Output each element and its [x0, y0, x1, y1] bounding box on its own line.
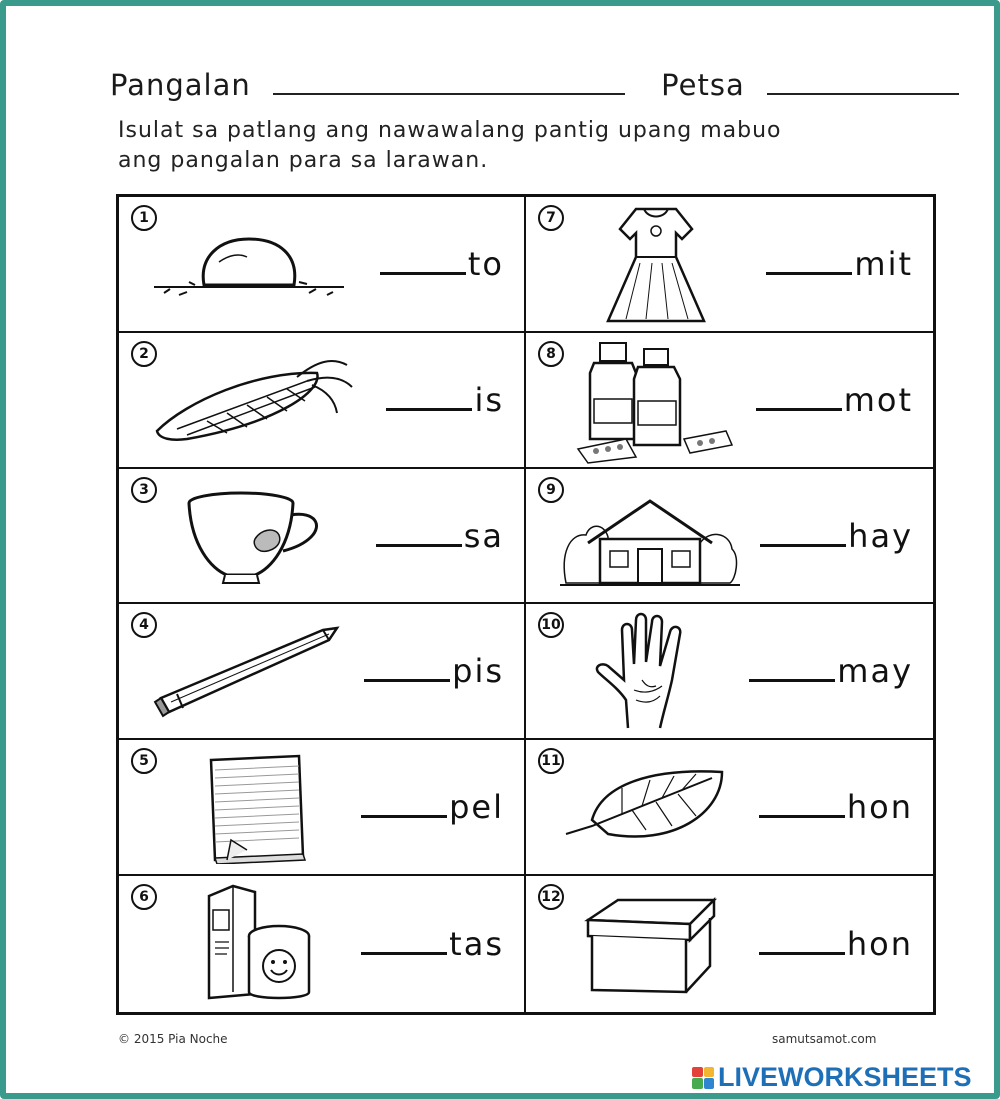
header-line — [110, 68, 959, 102]
exercise-cell — [119, 740, 526, 876]
answer-field[interactable] — [380, 245, 504, 283]
syllable-suffix: may — [837, 652, 913, 691]
item-number: 6 — [131, 884, 157, 910]
exercise-cell — [119, 876, 526, 1012]
answer-field[interactable] — [759, 788, 913, 826]
answer-field[interactable] — [364, 652, 504, 690]
date-label: Petsa — [661, 68, 745, 102]
house-icon — [560, 493, 740, 589]
syllable-suffix: hon — [846, 925, 913, 964]
item-number: 2 — [131, 341, 157, 367]
exercise-cell — [526, 604, 933, 740]
item-number: 7 — [538, 205, 564, 231]
cup-icon — [185, 491, 325, 585]
exercise-cell — [119, 469, 526, 605]
syllable-suffix: tas — [449, 925, 504, 964]
exercise-cell — [526, 740, 933, 876]
exercise-cell — [526, 876, 933, 1012]
paper-icon — [207, 754, 307, 864]
syllable-suffix: sa — [463, 516, 504, 555]
exercise-cell — [526, 469, 933, 605]
item-number: 11 — [538, 748, 564, 774]
item-number: 4 — [131, 612, 157, 638]
leaf-icon — [562, 764, 732, 860]
item-number: 3 — [131, 477, 157, 503]
syllable-suffix: to — [467, 244, 504, 283]
answer-field[interactable] — [749, 652, 913, 690]
dress-icon — [596, 203, 716, 327]
answer-field[interactable] — [759, 925, 913, 963]
syllable-suffix: pel — [449, 788, 504, 827]
liveworksheets-brand — [692, 1062, 972, 1093]
answer-field[interactable] — [361, 788, 504, 826]
box-icon — [582, 896, 722, 996]
medicine-icon — [576, 339, 736, 465]
liveworksheets-logo-icon — [692, 1067, 714, 1089]
rock-icon — [149, 227, 349, 307]
milk-can-icon — [203, 882, 313, 1006]
answer-field[interactable] — [756, 381, 913, 419]
item-number: 12 — [538, 884, 564, 910]
item-number: 1 — [131, 205, 157, 231]
corn-icon — [147, 351, 357, 451]
hand-icon — [590, 610, 720, 734]
syllable-suffix: hay — [848, 516, 913, 555]
pencil-icon — [147, 622, 347, 718]
name-field[interactable] — [273, 91, 625, 95]
item-number: 10 — [538, 612, 564, 638]
liveworksheets-wordmark: LIVEWORKSHEETS — [718, 1062, 972, 1092]
date-field[interactable] — [767, 91, 959, 95]
answer-field[interactable] — [386, 381, 504, 419]
exercise-cell — [119, 197, 526, 333]
exercise-cell — [119, 604, 526, 740]
exercise-grid — [116, 194, 936, 1015]
syllable-suffix: pis — [452, 652, 504, 691]
instructions-line-2: ang pangalan para sa larawan. — [118, 148, 489, 173]
exercise-cell — [526, 197, 933, 333]
answer-field[interactable] — [376, 517, 504, 555]
syllable-suffix: hon — [846, 788, 913, 827]
syllable-suffix: mit — [854, 244, 913, 283]
syllable-suffix: is — [474, 380, 504, 419]
instructions-line-1: Isulat sa patlang ang nawawalang pantig upang mabuo — [118, 118, 782, 143]
answer-field[interactable] — [361, 925, 504, 963]
site-credit: samutsamot.com — [772, 1032, 877, 1046]
syllable-suffix: mot — [843, 380, 913, 419]
answer-field[interactable] — [760, 517, 913, 555]
copyright: © 2015 Pia Noche — [118, 1032, 228, 1046]
exercise-cell — [119, 333, 526, 469]
item-number: 8 — [538, 341, 564, 367]
item-number: 5 — [131, 748, 157, 774]
answer-field[interactable] — [766, 245, 913, 283]
name-label: Pangalan — [110, 68, 251, 102]
exercise-cell — [526, 333, 933, 469]
item-number: 9 — [538, 477, 564, 503]
instructions — [118, 116, 918, 176]
